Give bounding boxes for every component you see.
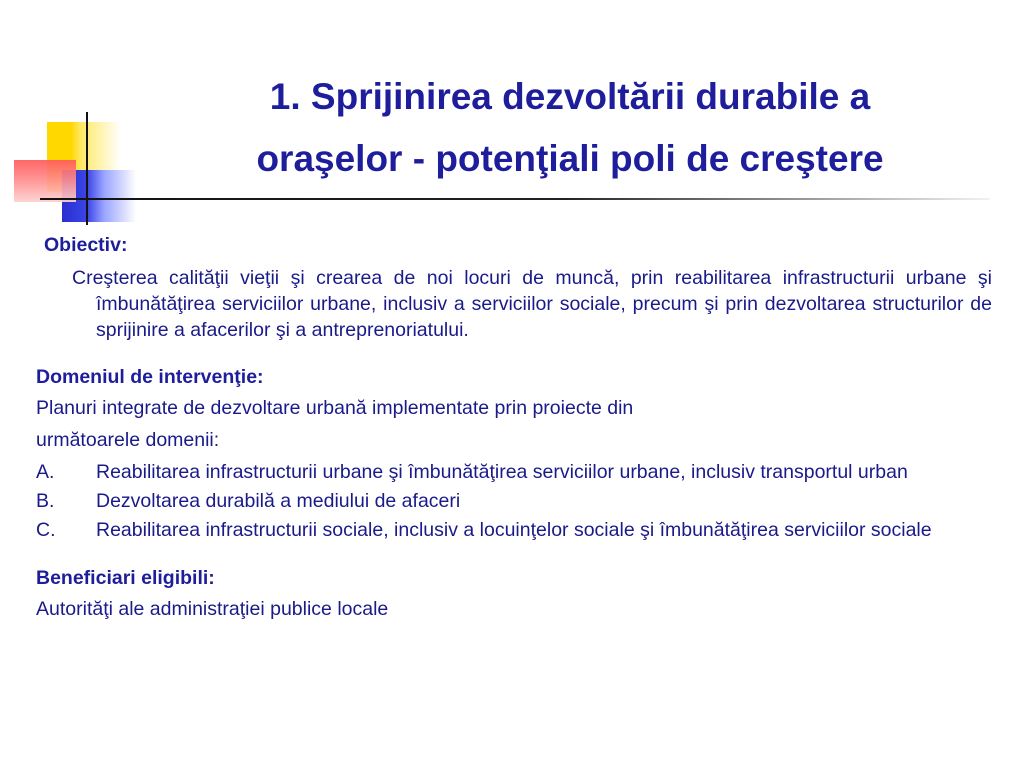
domeniu-line-1: Planuri integrate de dezvoltare urbană implementate prin proiecte din [36,397,634,419]
list-item [36,488,992,514]
list-item-letter: A. [36,461,55,483]
title-line-1: 1. Sprijinirea dezvoltării durabile a [269,76,871,117]
beneficiari-text: Autorităţi ale administraţiei publice locale [36,598,389,620]
beneficiari-label: Beneficiari eligibili: [36,567,215,589]
list-item-letter: C. [36,519,56,541]
logo-blue-fade [104,170,136,222]
list-item-letter: B. [36,490,55,512]
list-item-text: Reabilitarea infrastructurii sociale, inclusiv a locuinţelor sociale şi îmbunătăţirea serviciilor sociale [96,519,932,541]
title-line-2: oraşelor - potenţiali poli de creştere [256,138,884,179]
title-underline [40,198,990,200]
slide-title [150,66,990,190]
logo-red-square [14,160,76,202]
list-item-text: Reabilitarea infrastructurii urbane şi îmbunătăţirea serviciilor urbane, inclusiv transportul urban [96,461,908,483]
domeniu-label: Domeniul de intervenţie: [36,366,264,388]
logo-vertical-line [86,112,88,225]
slide-body [36,232,992,625]
objectiv-text: Creşterea calităţii vieţii şi crearea de noi locuri de muncă, prin reabilitarea infrastructurii urbane şi îmbunătăţirea serviciilor urbane, inclusiv a serviciilor sociale, precum şi prin dezvoltarea structurilor de sprijinire a afacerilor şi a antreprenoriatului. [72,267,992,341]
list-item-text: Dezvoltarea durabilă a mediului de afaceri [96,490,461,512]
domeniu-line-2: următoarele domenii: [36,429,220,451]
list-item [36,459,992,485]
list-item [36,517,992,543]
objectiv-label: Obiectiv: [44,234,128,256]
